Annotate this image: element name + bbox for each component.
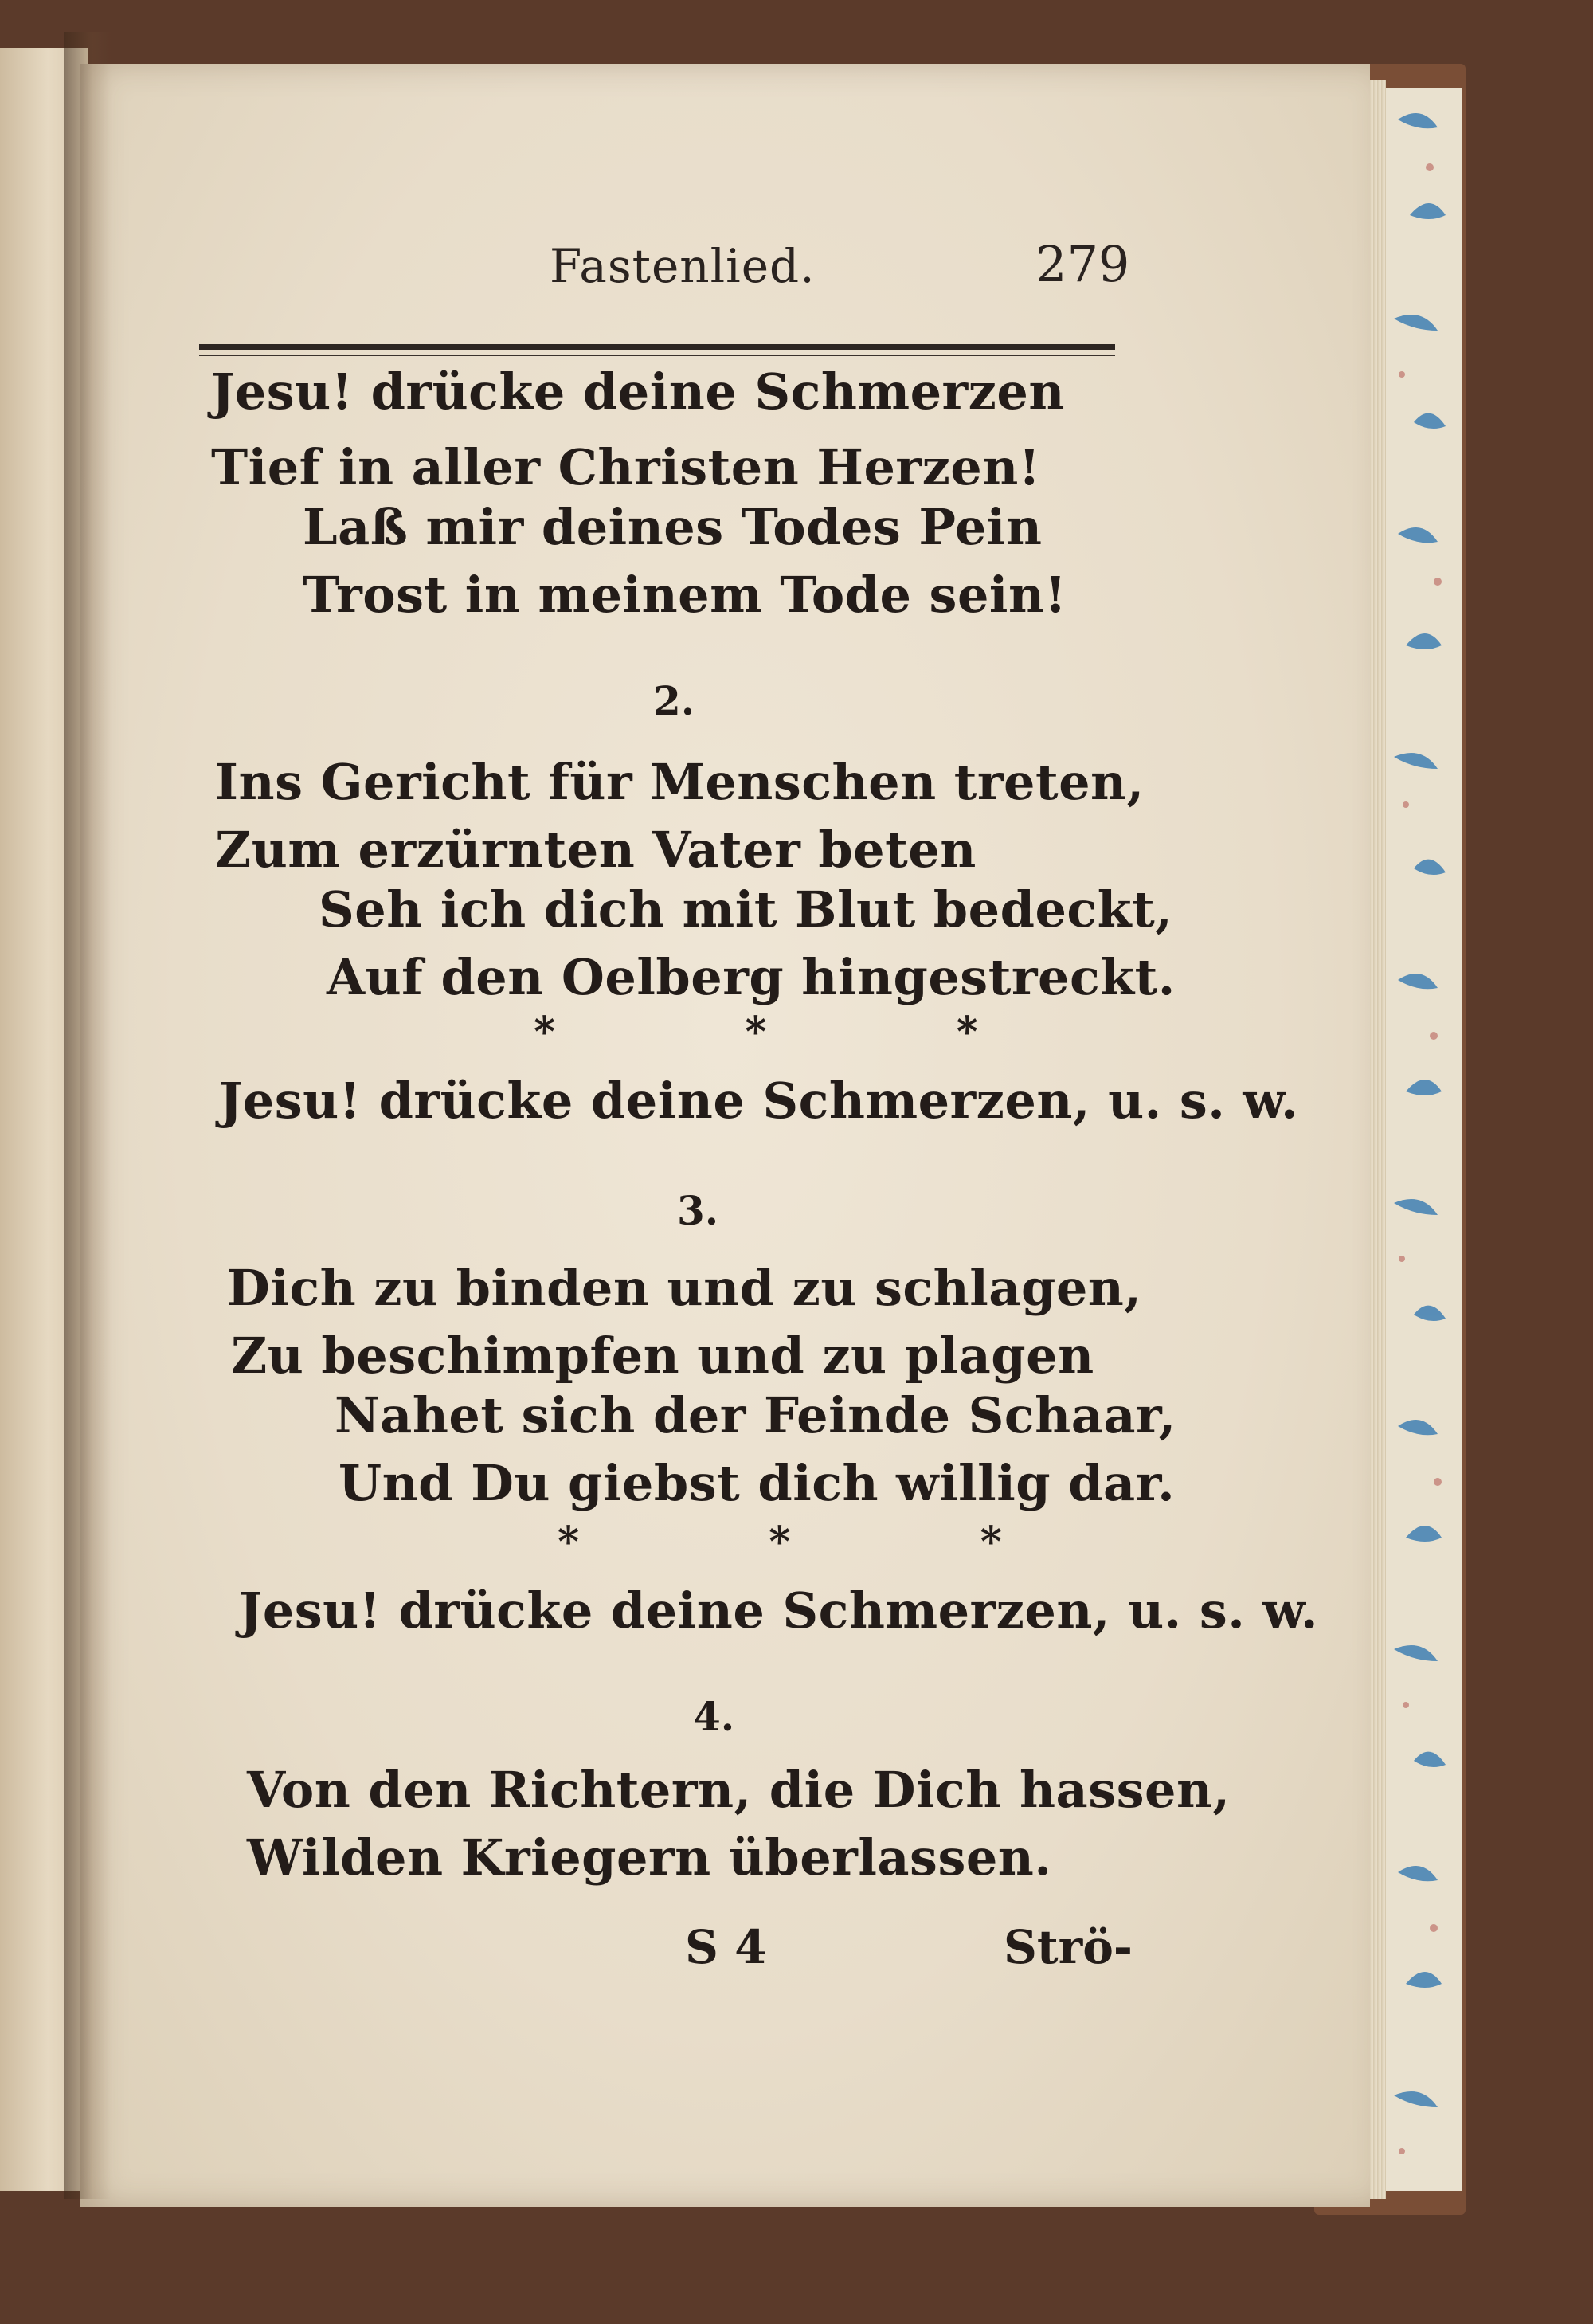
verse-line: Trost in meinem Tode sein! — [303, 566, 1067, 624]
marbled-edge — [1382, 88, 1462, 2191]
refrain-reference: Jesu! drücke deine Schmerzen, u. s. w. — [219, 1072, 1299, 1130]
marbled-pattern — [1382, 88, 1462, 2191]
stanza-number: 4. — [693, 1693, 735, 1740]
verse-line: Zum erzürnten Vater beten — [215, 821, 977, 879]
asterisk-divider: * * * — [558, 1518, 1090, 1566]
gutter-shadow — [64, 32, 112, 2199]
header-rule — [199, 344, 1115, 350]
verse-line: Tief in aller Christen Herzen! — [211, 438, 1041, 496]
refrain-reference: Jesu! drücke deine Schmerzen, u. s. w. — [239, 1581, 1319, 1640]
verse-line: Dich zu binden und zu schlagen, — [227, 1259, 1142, 1317]
verse-line: Von den Richtern, die Dich hassen, — [247, 1761, 1231, 1819]
running-title: Fastenlied. — [550, 239, 816, 293]
header-rule-thin — [199, 355, 1115, 356]
verse-line: Wilden Kriegern überlassen. — [247, 1828, 1052, 1887]
signature-mark: S 4 — [685, 1920, 767, 1974]
verse-line: Seh ich dich mit Blut bedeckt, — [319, 880, 1173, 939]
catchword: Strö- — [1004, 1920, 1133, 1974]
verse-line: Laß mir deines Todes Pein — [303, 498, 1043, 556]
verse-line: Auf den Oelberg hingestreckt. — [327, 948, 1176, 1006]
verse-line: Jesu! drücke deine Schmerzen — [211, 363, 1065, 421]
stanza-number: 2. — [653, 677, 695, 724]
page-number: 279 — [1035, 235, 1130, 293]
verse-line: Zu beschimpfen und zu plagen — [231, 1327, 1094, 1385]
verse-line: Ins Gericht für Menschen treten, — [215, 753, 1145, 811]
verse-line: Nahet sich der Feinde Schaar, — [335, 1386, 1176, 1444]
asterisk-divider: * * * — [534, 1008, 1066, 1056]
stanza-number: 3. — [677, 1187, 719, 1234]
verse-line: Und Du giebst dich willig dar. — [339, 1454, 1176, 1512]
